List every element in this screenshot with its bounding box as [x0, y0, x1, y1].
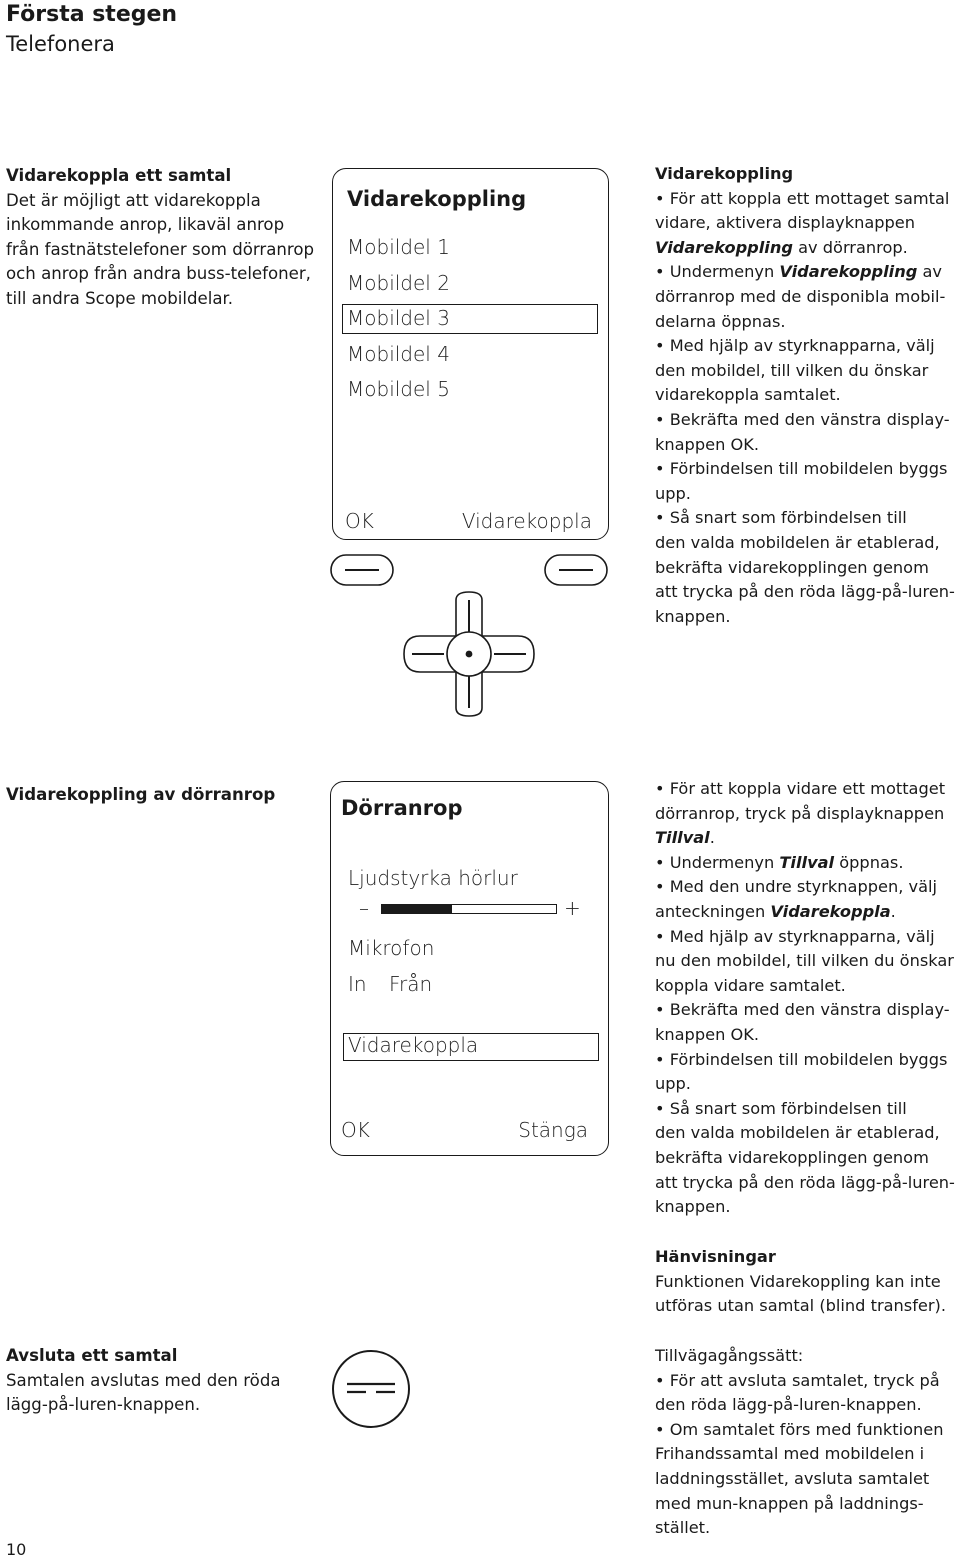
line-text: dörranrop med de disponibla mobil-	[655, 286, 946, 306]
line-text: av	[917, 262, 943, 282]
section1-heading: Vidarekoppla ett samtal	[6, 166, 232, 185]
instruction-line	[655, 408, 960, 433]
line-text: anteckningen	[655, 901, 771, 921]
instruction-line	[655, 482, 960, 507]
line-text: öppnas.	[834, 852, 904, 872]
line-text: upp.	[655, 1074, 691, 1094]
instruction-line	[655, 1146, 960, 1171]
line-text: Tillvägagångssätt:	[655, 1346, 804, 1365]
section3-line: Samtalen avslutas med den röda	[6, 1370, 281, 1390]
line-text: • Undermenyn	[655, 852, 780, 872]
instruction-line	[655, 949, 960, 974]
line-text: vidare, aktivera displayknappen	[655, 213, 916, 233]
line-text: .	[709, 828, 715, 848]
hang-up-button-icon[interactable]	[330, 1348, 412, 1430]
instruction-line	[655, 580, 960, 605]
display-title: Vidarekoppling	[347, 187, 527, 211]
chapter-title: Första stegen	[6, 2, 178, 27]
display-item-mobildel-3[interactable]: Mobildel 3	[347, 306, 450, 330]
section1-line: inkommande anrop, likaväl anrop	[6, 215, 285, 235]
instruction-line	[655, 1072, 960, 1097]
instruction-line	[655, 236, 960, 261]
instruction-line	[655, 998, 960, 1023]
instruction-line	[655, 1492, 960, 1517]
page-number: 10	[6, 1540, 27, 1559]
instruction-line	[655, 187, 960, 212]
chapter-subtitle: Telefonera	[6, 32, 115, 56]
section3-instructions	[655, 1344, 960, 1541]
line-text: • Så snart som förbindelsen till	[655, 508, 907, 528]
handset-display-door-call	[330, 781, 609, 1156]
line-text: knappen.	[655, 1197, 731, 1217]
instruction-line	[655, 900, 960, 925]
instruction-line	[655, 383, 960, 408]
instruction-line	[655, 1097, 960, 1122]
instruction-line	[655, 875, 960, 900]
line-text: att trycka på den röda lägg-på-luren-	[655, 582, 955, 602]
instruction-line	[655, 777, 960, 802]
line-text: dörranrop, tryck på displayknappen	[655, 803, 945, 823]
line-text: att trycka på den röda lägg-på-luren-	[655, 1172, 955, 1192]
line-text: med mun-knappen på laddnings-	[655, 1493, 924, 1513]
line-text: knappen OK.	[655, 434, 759, 454]
display-item-mobildel-2[interactable]: Mobildel 2	[347, 271, 450, 295]
line-emphasis: Vidarekoppla	[770, 901, 891, 921]
instruction-line	[655, 802, 960, 827]
instruction-line	[655, 1393, 960, 1418]
line-text: laddningsstället, avsluta samtalet	[655, 1468, 930, 1488]
section2-instructions	[655, 777, 960, 1220]
line-text: • För att koppla ett mottaget samtal	[655, 188, 950, 208]
volume-bar-fill	[382, 905, 452, 913]
instruction-line	[655, 1369, 960, 1394]
line-text: • Förbindelsen till mobildelen byggs	[655, 1049, 948, 1069]
instruction-line	[655, 211, 960, 236]
line-text: koppla vidare samtalet.	[655, 975, 846, 995]
line-text: • Om samtalet förs med funktionen	[655, 1419, 944, 1439]
instruction-line	[655, 826, 960, 851]
instruction-line	[655, 310, 960, 335]
section3-heading: Avsluta ett samtal	[6, 1346, 178, 1365]
line-text: • Med den undre styrknappen, välj	[655, 877, 938, 897]
notes-line: utföras utan samtal (blind transfer).	[655, 1296, 946, 1316]
line-text: bekräfta vidarekopplingen genom	[655, 557, 929, 577]
section1-line: och anrop från andra buss-telefoner,	[6, 264, 311, 284]
instruction-line	[655, 285, 960, 310]
display-item-vidarekoppla[interactable]: Vidarekoppla	[348, 1033, 479, 1057]
line-text: • Bekräfta med den vänstra display-	[655, 1000, 950, 1020]
line-text: stället.	[655, 1518, 711, 1538]
handset-display-forwarding	[332, 168, 609, 540]
line-text: den valda mobildelen är etablerad,	[655, 532, 940, 552]
instruction-line	[655, 556, 960, 581]
instructions-heading: Vidarekoppling	[655, 164, 794, 183]
instruction-line	[655, 1442, 960, 1467]
navigation-key-icon[interactable]	[400, 590, 540, 720]
line-text: • Så snart som förbindelsen till	[655, 1098, 907, 1118]
line-text: bekräfta vidarekopplingen genom	[655, 1147, 929, 1167]
section1-line: Det är möjligt att vidarekoppla	[6, 190, 261, 210]
instruction-line	[655, 1023, 960, 1048]
instruction-line	[655, 334, 960, 359]
instruction-line	[655, 1516, 960, 1541]
instruction-line	[655, 925, 960, 950]
softkey-label-stanga: Stänga	[518, 1118, 588, 1142]
instruction-line	[655, 457, 960, 482]
instruction-line	[655, 1195, 960, 1220]
line-text: Frihandssamtal med mobildelen i	[655, 1444, 925, 1464]
line-text: • Med hjälp av styrknapparna, välj	[655, 926, 935, 946]
instruction-line	[655, 974, 960, 999]
instruction-line	[655, 1467, 960, 1492]
volume-minus[interactable]: –	[359, 896, 369, 920]
section1-line: till andra Scope mobildelar.	[6, 288, 234, 308]
instruction-line	[655, 359, 960, 384]
line-text: • För att avsluta samtalet, tryck på	[655, 1370, 940, 1390]
softkey-label-ok: OK	[345, 509, 374, 533]
notes-heading: Hänvisningar	[655, 1247, 776, 1266]
instruction-line	[655, 260, 960, 285]
line-text: knappen.	[655, 606, 731, 626]
section1-line: från fastnätstelefoner som dörranrop	[6, 239, 315, 259]
left-softkey-button[interactable]	[330, 554, 396, 588]
line-text: nu den mobildel, till vilken du önskar	[655, 951, 954, 971]
line-emphasis: Vidarekoppling	[655, 237, 793, 257]
right-softkey-button[interactable]	[544, 554, 610, 588]
section2-heading: Vidarekoppling av dörranrop	[6, 785, 276, 804]
microphone-off[interactable]: Från	[389, 972, 433, 996]
softkey-label-vidarekoppla: Vidarekoppla	[461, 509, 592, 533]
line-text: • Med hjälp av styrknapparna, välj	[655, 336, 935, 356]
instruction-line	[655, 433, 960, 458]
section3-line: lägg-på-luren-knappen.	[6, 1395, 201, 1415]
line-text: .	[890, 901, 896, 921]
instruction-line	[655, 605, 960, 630]
line-text: den mobildel, till vilken du önskar	[655, 360, 929, 380]
instruction-line	[655, 1171, 960, 1196]
volume-bar[interactable]	[381, 904, 557, 914]
section1-text	[6, 164, 316, 312]
line-text: • För att koppla vidare ett mottaget	[655, 779, 946, 798]
instruction-line	[655, 1418, 960, 1443]
notes-block	[655, 1245, 960, 1319]
instruction-line	[655, 531, 960, 556]
line-text: • Bekräfta med den vänstra display-	[655, 409, 950, 429]
line-text: den valda mobildelen är etablerad,	[655, 1123, 940, 1143]
volume-plus[interactable]: +	[564, 896, 581, 920]
line-emphasis: Tillval	[779, 852, 835, 872]
instruction-line	[655, 506, 960, 531]
line-text: upp.	[655, 483, 691, 503]
instruction-line	[655, 1048, 960, 1073]
volume-label: Ljudstyrka hörlur	[348, 866, 518, 890]
line-text: • Förbindelsen till mobildelen byggs	[655, 459, 948, 479]
instruction-line	[655, 1121, 960, 1146]
microphone-label: Mikrofon	[348, 936, 435, 960]
display-item-mobildel-5[interactable]: Mobildel 5	[347, 377, 450, 401]
microphone-in[interactable]: In	[348, 972, 367, 996]
notes-line: Funktionen Vidarekoppling kan inte	[655, 1271, 941, 1291]
line-text: delarna öppnas.	[655, 311, 786, 331]
display-item-mobildel-4[interactable]: Mobildel 4	[347, 342, 450, 366]
line-emphasis: Vidarekoppling	[779, 262, 918, 282]
display-title: Dörranrop	[341, 796, 463, 820]
instruction-line	[655, 1344, 960, 1369]
line-emphasis: Tillval	[655, 828, 710, 848]
section3-text	[6, 1344, 316, 1418]
line-text: • Undermenyn	[655, 262, 780, 282]
section1-instructions	[655, 162, 960, 629]
softkey-label-ok: OK	[341, 1118, 370, 1142]
line-text: den röda lägg-på-luren-knappen.	[655, 1395, 922, 1415]
line-text: av dörranrop.	[792, 237, 908, 257]
line-text: vidarekoppla samtalet.	[655, 385, 841, 405]
line-text: knappen OK.	[655, 1024, 759, 1044]
instruction-line	[655, 851, 960, 876]
display-item-mobildel-1[interactable]: Mobildel 1	[347, 235, 450, 259]
